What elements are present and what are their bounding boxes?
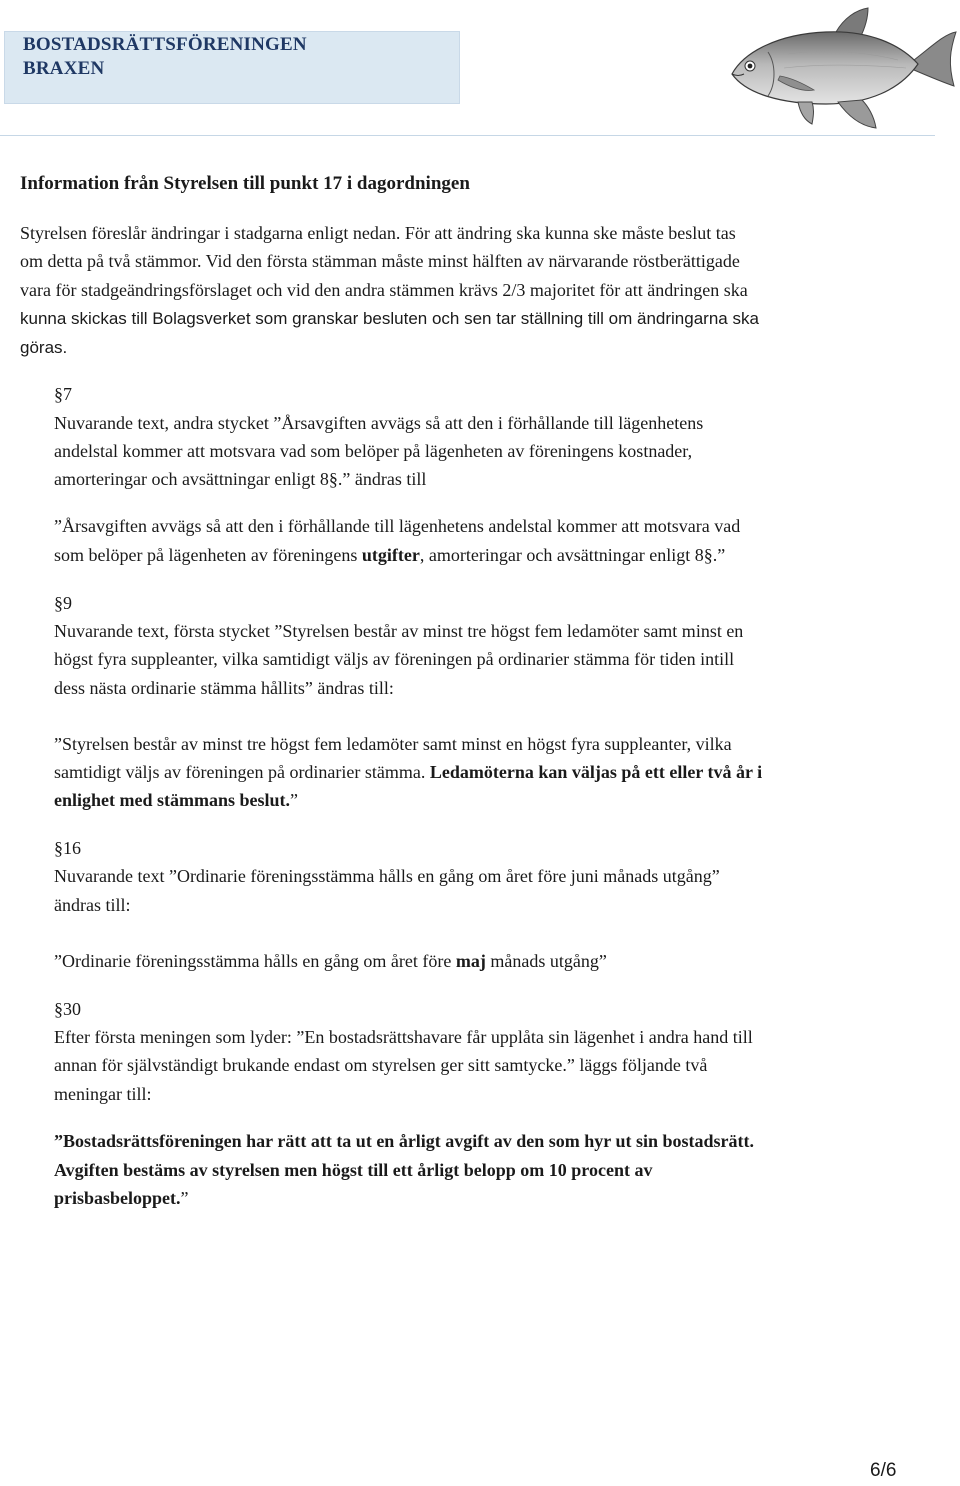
intro-line: göras. <box>20 338 68 357</box>
proposal-emphasis: Ledamöterna kan väljas på ett eller två år i <box>429 762 763 782</box>
intro-text: Vid den första stämman måste minst hälften av närvarande röstberättigade <box>201 251 740 271</box>
proposal-emphasis: prisbasbeloppet. <box>54 1188 181 1208</box>
section-30-proposal: Avgiften bestäms av styrelsen men högst till ett årligt belopp om 10 procent av <box>54 1160 653 1180</box>
section-16-text: ändras till: <box>54 895 131 915</box>
section-16-proposal <box>54 947 607 975</box>
proposal-text: , amorteringar och avsättningar enligt 8§.” <box>419 545 726 565</box>
section-16-title: §16 <box>54 838 81 858</box>
proposal-text: ” <box>180 1188 189 1208</box>
proposal-emphasis: maj <box>455 951 486 971</box>
page-heading: Information från Styrelsen till punkt 17 i dagordningen <box>20 173 470 194</box>
intro-line: vara för stadgeändringsförslaget och vid den andra stämmen krävs 2/3 majoritet för att ändringen ska <box>20 280 748 300</box>
organization-header <box>4 31 460 104</box>
intro-line <box>20 247 740 275</box>
section-7-text: amorteringar och avsättningar enligt 8§.” ändras till <box>54 469 427 489</box>
section-9-text: högst fyra suppleanter, vilka samtidigt väljs av föreningen på ordinarier stämma för tiden intill <box>54 649 735 669</box>
section-16-text: Nuvarande text ”Ordinarie föreningsstämma hålls en gång om året före juni månads utgång” <box>54 866 720 886</box>
intro-line: kunna skickas till Bolagsverket som granskar besluten och sen tar ställning till om ändringarna ska <box>20 309 759 328</box>
section-30-proposal <box>54 1184 189 1212</box>
organization-name-line2: BRAXEN <box>23 58 105 79</box>
proposal-text: som belöper på lägenheten av föreningens <box>54 545 362 565</box>
intro-text: om detta på två stämmor. <box>20 251 202 271</box>
section-9-proposal <box>54 786 298 814</box>
organization-name-line1: BOSTADSRÄTTSFÖRENINGEN <box>23 34 307 55</box>
section-9-text: Nuvarande text, första stycket ”Styrelsen består av minst tre högst fem ledamöter samt minst en <box>54 621 744 641</box>
header-divider <box>0 135 935 136</box>
section-9-proposal: ”Styrelsen består av minst tre högst fem ledamöter samt minst en högst fyra suppleanter, vilka <box>54 734 732 754</box>
intro-line: Styrelsen föreslår ändringar i stadgarna enligt nedan. För att ändring ska kunna ske måste beslut tas <box>20 223 736 243</box>
section-7-proposal: ”Årsavgiften avvägs så att den i förhållande till lägenhetens andelstal kommer att motsvara vad <box>54 516 741 536</box>
section-9-text: dess nästa ordinarie stämma hållits” ändras till: <box>54 678 394 698</box>
page-number: 6/6 <box>870 1460 897 1481</box>
section-7-proposal <box>54 541 725 569</box>
proposal-text: ” <box>290 790 299 810</box>
section-9-title: §9 <box>54 593 72 613</box>
section-30-text: Efter första meningen som lyder: ”En bostadsrättshavare får upplåta sin lägenhet i andra hand till <box>54 1027 753 1047</box>
proposal-text: månads utgång” <box>485 951 607 971</box>
section-30-proposal: ”Bostadsrättsföreningen har rätt att ta ut en årligt avgift av den som hyr ut sin bostadsrätt. <box>54 1131 754 1151</box>
fish-logo-icon <box>718 4 960 136</box>
section-7-text: andelstal kommer att motsvara vad som belöper på lägenheten av föreningens kostnader, <box>54 441 693 461</box>
section-30-text: annan för självständigt brukande endast om styrelsen ger sitt samtycke.” läggs följande två <box>54 1055 708 1075</box>
section-7-text: Nuvarande text, andra stycket ”Årsavgiften avvägs så att den i förhållande till lägenhetens <box>54 413 704 433</box>
proposal-emphasis: utgifter <box>361 545 420 565</box>
proposal-text: samtidigt väljs av föreningen på ordinarier stämma. <box>54 762 430 782</box>
proposal-text: ”Ordinarie föreningsstämma hålls en gång om året före <box>54 951 456 971</box>
section-9-proposal <box>54 758 762 786</box>
section-7-title: §7 <box>54 384 72 404</box>
proposal-emphasis: enlighet med stämmans beslut. <box>54 790 291 810</box>
section-30-title: §30 <box>54 999 81 1019</box>
section-30-text: meningar till: <box>54 1084 152 1104</box>
